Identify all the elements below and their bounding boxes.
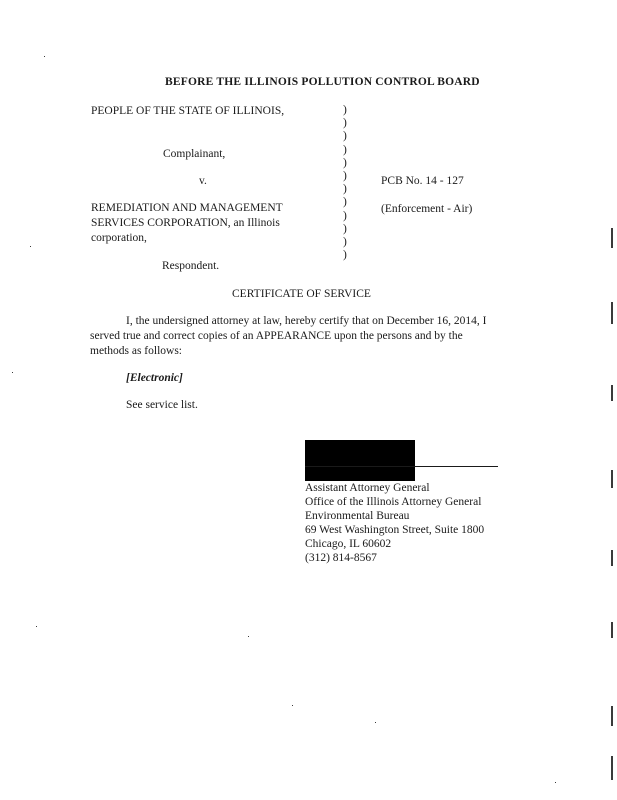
- paren: ): [343, 156, 347, 169]
- certificate-heading: CERTIFICATE OF SERVICE: [232, 288, 371, 300]
- paren: ): [343, 249, 347, 262]
- service-method: [Electronic]: [126, 372, 183, 384]
- signer-bureau: Environmental Bureau: [305, 510, 410, 522]
- scan-speck: [292, 705, 293, 706]
- paren: ): [343, 183, 347, 196]
- scan-speck: [36, 626, 37, 627]
- service-list-note: See service list.: [126, 399, 198, 411]
- signer-title: Assistant Attorney General: [305, 482, 430, 494]
- paren: ): [343, 236, 347, 249]
- case-number: PCB No. 14 - 127: [381, 175, 464, 187]
- plaintiff-name: PEOPLE OF THE STATE OF ILLINOIS,: [91, 105, 285, 117]
- paren: ): [343, 104, 347, 116]
- scan-mark: [611, 550, 613, 566]
- defendant-name-line2: SERVICES CORPORATION, an Illinois: [91, 217, 280, 229]
- body-line-3: methods as follows:: [90, 345, 182, 357]
- case-type: (Enforcement - Air): [381, 203, 473, 215]
- scan-speck: [44, 56, 45, 57]
- defendant-role: Respondent.: [162, 260, 220, 272]
- signature-line: [305, 466, 498, 467]
- defendant-name-line3: corporation,: [91, 232, 147, 244]
- body-line-1: I, the undersigned attorney at law, hereby certify that on December 16, 2014, I: [126, 315, 487, 327]
- caption-parentheses: [343, 104, 353, 262]
- plaintiff-role: Complainant,: [163, 148, 226, 160]
- scan-mark: [611, 470, 613, 488]
- paren: ): [343, 196, 347, 209]
- scan-speck: [12, 372, 13, 373]
- scan-mark: [611, 385, 613, 401]
- scan-speck: [555, 782, 556, 783]
- versus-label: v.: [199, 175, 207, 187]
- paren: ): [343, 222, 347, 235]
- scan-mark: [611, 622, 613, 638]
- signer-office: Office of the Illinois Attorney General: [305, 496, 482, 508]
- scan-speck: [375, 722, 376, 723]
- defendant-name-line1: REMEDIATION AND MANAGEMENT: [91, 202, 283, 214]
- scan-mark: [611, 706, 613, 726]
- scan-mark: [611, 302, 613, 324]
- body-line-2: served true and correct copies of an APPEARANCE upon the persons and by the: [90, 330, 463, 342]
- redacted-signature: [305, 440, 415, 481]
- signer-phone: (312) 814-8567: [305, 552, 377, 564]
- scan-mark: [611, 228, 613, 248]
- board-title: BEFORE THE ILLINOIS POLLUTION CONTROL BOARD: [165, 76, 480, 88]
- paren: ): [343, 130, 347, 143]
- signer-address: 69 West Washington Street, Suite 1800: [305, 524, 485, 536]
- scan-mark: [611, 756, 613, 780]
- paren: ): [343, 143, 347, 156]
- scan-speck: [248, 636, 249, 637]
- paren: ): [343, 117, 347, 130]
- signer-city: Chicago, IL 60602: [305, 538, 392, 550]
- paren: ): [343, 170, 347, 183]
- scan-speck: [30, 246, 31, 247]
- paren: ): [343, 209, 347, 222]
